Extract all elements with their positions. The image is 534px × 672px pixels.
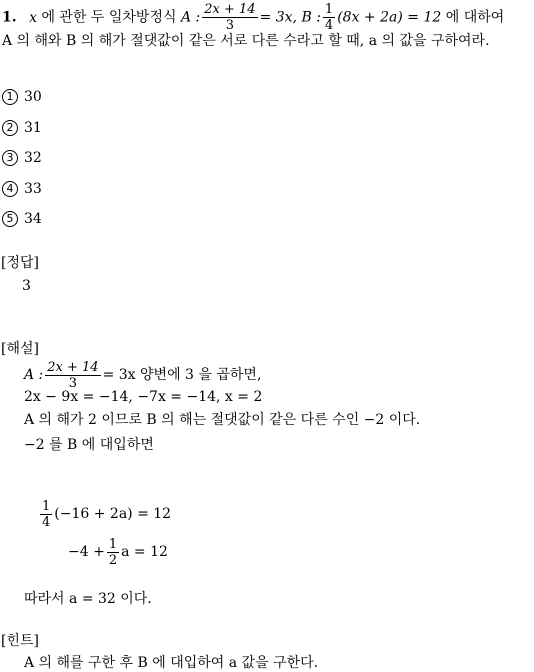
- choice-2[interactable]: [2, 119, 42, 137]
- choice-marker-icon: 4: [2, 181, 18, 197]
- choice-value: 33: [24, 181, 42, 197]
- solution-line-3: A 의 해가 2 이므로 B 의 해는 절댓값이 같은 다른 수인 −2 이다.: [24, 412, 421, 428]
- question-line-1: [2, 2, 504, 33]
- answer-label: [정답]: [1, 255, 39, 271]
- equation-b-rest: (8x + 2a) = 12: [337, 9, 442, 26]
- choice-5[interactable]: [2, 210, 42, 228]
- equation-a-rhs: = 3x,: [259, 9, 297, 26]
- solution-line-1: A : $\frac{2x + 14}{3}$ = 3x 양변에 3 을 곱하면,: [24, 359, 262, 391]
- solution-equation-1: $\frac{1}{4}$ (−16 + 2a) = 12: [42, 498, 172, 530]
- question-number: 1.: [2, 9, 17, 26]
- choice-marker-icon: 1: [2, 89, 18, 105]
- answer-value: 3: [22, 278, 31, 294]
- choice-4[interactable]: [2, 180, 42, 198]
- question-text-b: 에 대하여: [445, 9, 505, 26]
- choice-value: 32: [24, 150, 42, 166]
- choice-value: 34: [24, 211, 42, 227]
- solution-conclusion: 따라서 a = 32 이다.: [24, 591, 152, 607]
- choice-marker-icon: 2: [2, 120, 18, 136]
- choice-3[interactable]: [2, 149, 42, 167]
- choice-value: 30: [24, 89, 42, 105]
- question-text-a: 에 관한 두 일차방정식: [41, 9, 177, 26]
- choice-marker-icon: 3: [2, 150, 18, 166]
- equation-b-fraction: $\frac{1}{4}$: [324, 2, 334, 33]
- solution-line-4: −2 를 B 에 대입하면: [24, 437, 154, 453]
- solution-fraction: $\frac{2x + 14}{3}$: [47, 359, 99, 391]
- solution-label: [해설]: [1, 341, 39, 357]
- choice-value: 31: [24, 120, 42, 136]
- equation-a-fraction: $\frac{2x + 14}{3}$: [204, 2, 256, 33]
- question-line-2: A 의 해와 B 의 해가 절댓값이 같은 서로 다른 수라고 할 때, a 의 값을 구하여라.: [2, 33, 490, 49]
- equation-a-label: A :: [180, 9, 201, 26]
- equation-b-label: B :: [301, 9, 321, 26]
- choice-marker-icon: 5: [2, 211, 18, 227]
- hint-label: [힌트]: [1, 633, 39, 649]
- question-var: x: [29, 9, 37, 26]
- hint-text: A 의 해를 구한 후 B 에 대입하여 a 값을 구한다.: [24, 655, 319, 671]
- solution-equation-2: −4 + $\frac{1}{2}$ a = 12: [68, 536, 168, 568]
- choice-1[interactable]: [2, 88, 42, 106]
- solution-line-2: 2x − 9x = −14, −7x = −14, x = 2: [24, 389, 263, 405]
